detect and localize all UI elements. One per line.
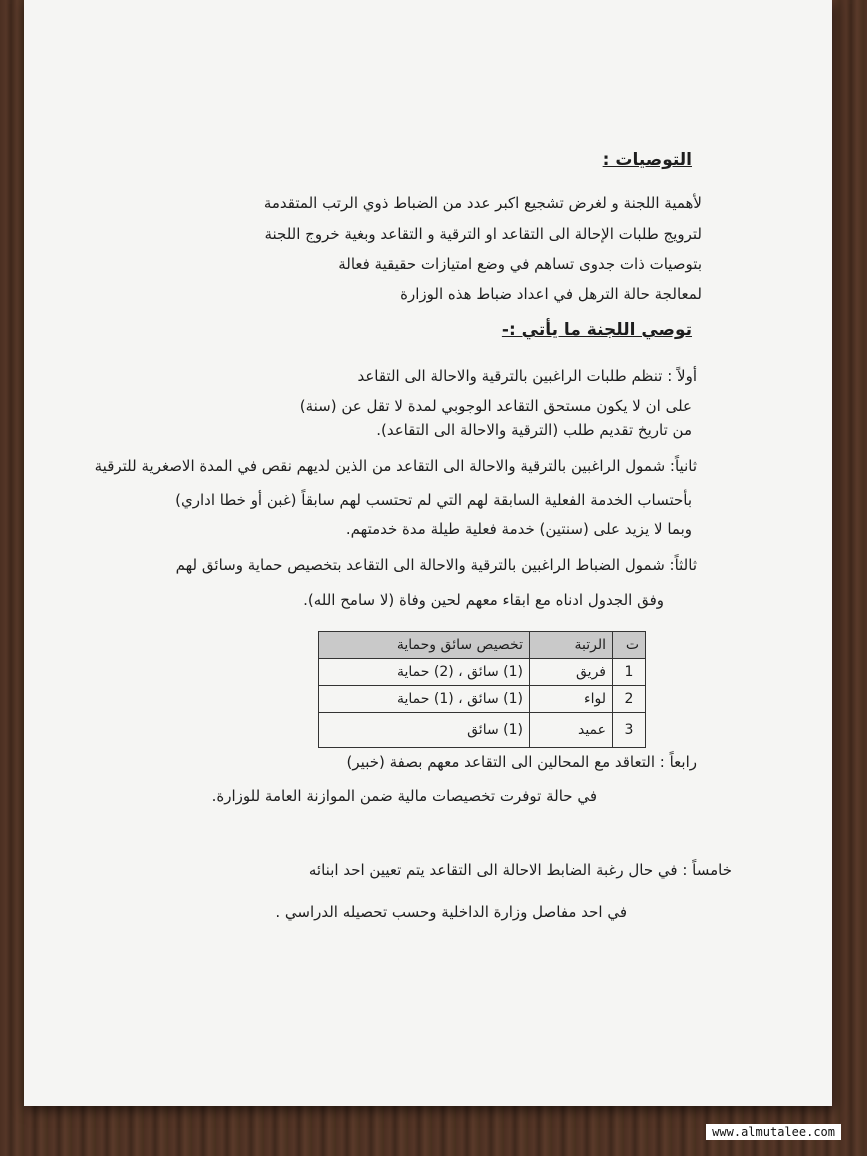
cell-number: 1 — [613, 659, 646, 686]
cell-allocation: (1) سائق ، (1) حماية — [319, 686, 530, 713]
table-row — [319, 713, 646, 748]
header-number: ت — [613, 632, 646, 659]
intro-line-3: بتوصيات ذات جدوى تساهم في وضع امتيازات حقيقية فعالة — [338, 255, 702, 273]
allocation-table — [318, 631, 646, 748]
document-page — [24, 0, 832, 1106]
cell-allocation: (1) سائق ، (2) حماية — [319, 659, 530, 686]
intro-line-4: لمعالجة حالة الترهل في اعداد ضباط هذه الوزارة — [400, 285, 702, 303]
second-line-3: وبما لا يزيد على (سنتين) خدمة فعلية طيلة مدة خدمتهم. — [345, 520, 692, 538]
cell-allocation: (1) سائق — [319, 713, 530, 748]
first-line-3: من تاريخ تقديم طلب (الترقية والاحالة الى التقاعد). — [376, 421, 692, 439]
table-row — [319, 659, 646, 686]
third-line-2: وفق الجدول ادناه مع ابقاء معهم لحين وفاة (لا سامح الله). — [303, 591, 664, 609]
fifth-line-1: خامساً : في حال رغبة الضابط الاحالة الى التقاعد يتم تعيين احد ابنائه — [308, 861, 732, 879]
second-line-2: بأحتساب الخدمة الفعلية السابقة لهم التي لم تحتسب لهم سابقاً (غبن أو خطا اداري) — [175, 491, 692, 509]
first-line-1: أولاً : تنظم طلبات الراغبين بالترقية والاحالة الى التقاعد — [357, 367, 697, 385]
committee-subheading: توصي اللجنة ما يأتي :- — [501, 320, 692, 340]
allocation-table-container — [318, 631, 646, 748]
first-line-2: على ان لا يكون مستحق التقاعد الوجوبي لمدة لا تقل عن (سنة) — [299, 397, 692, 415]
cell-rank: عميد — [530, 713, 613, 748]
cell-number: 2 — [613, 686, 646, 713]
source-watermark: www.almutalee.com — [706, 1124, 841, 1140]
intro-line-2: لترويج طلبات الإحالة الى التقاعد او الترقية و التقاعد وبغية خروج اللجنة — [264, 225, 702, 243]
fifth-line-2: في احد مفاصل وزارة الداخلية وحسب تحصيله الدراسي . — [275, 903, 627, 921]
table-header-row — [319, 632, 646, 659]
fourth-line-1: رابعاً : التعاقد مع المحالين الى التقاعد معهم بصفة (خبير) — [346, 753, 697, 771]
header-allocation: تخصيص سائق وحماية — [319, 632, 530, 659]
second-line-1: ثانياً: شمول الراغبين بالترقية والاحالة الى التقاعد من الذين لديهم نقص في المدة الاصغرية للترقية — [94, 457, 697, 475]
intro-line-1: لأهمية اللجنة و لغرض تشجيع اكبر عدد من الضباط ذوي الرتب المتقدمة — [263, 194, 702, 212]
third-line-1: ثالثاً: شمول الضباط الراغبين بالترقية والاحالة الى التقاعد بتخصيص حماية وسائق لهم — [175, 556, 697, 574]
cell-rank: لواء — [530, 686, 613, 713]
cell-rank: فريق — [530, 659, 613, 686]
fourth-line-2: في حالة توفرت تخصيصات مالية ضمن الموازنة العامة للوزارة. — [211, 787, 597, 805]
recommendations-heading: التوصيات : — [602, 150, 692, 170]
header-rank: الرتبة — [530, 632, 613, 659]
table-row — [319, 686, 646, 713]
cell-number: 3 — [613, 713, 646, 748]
